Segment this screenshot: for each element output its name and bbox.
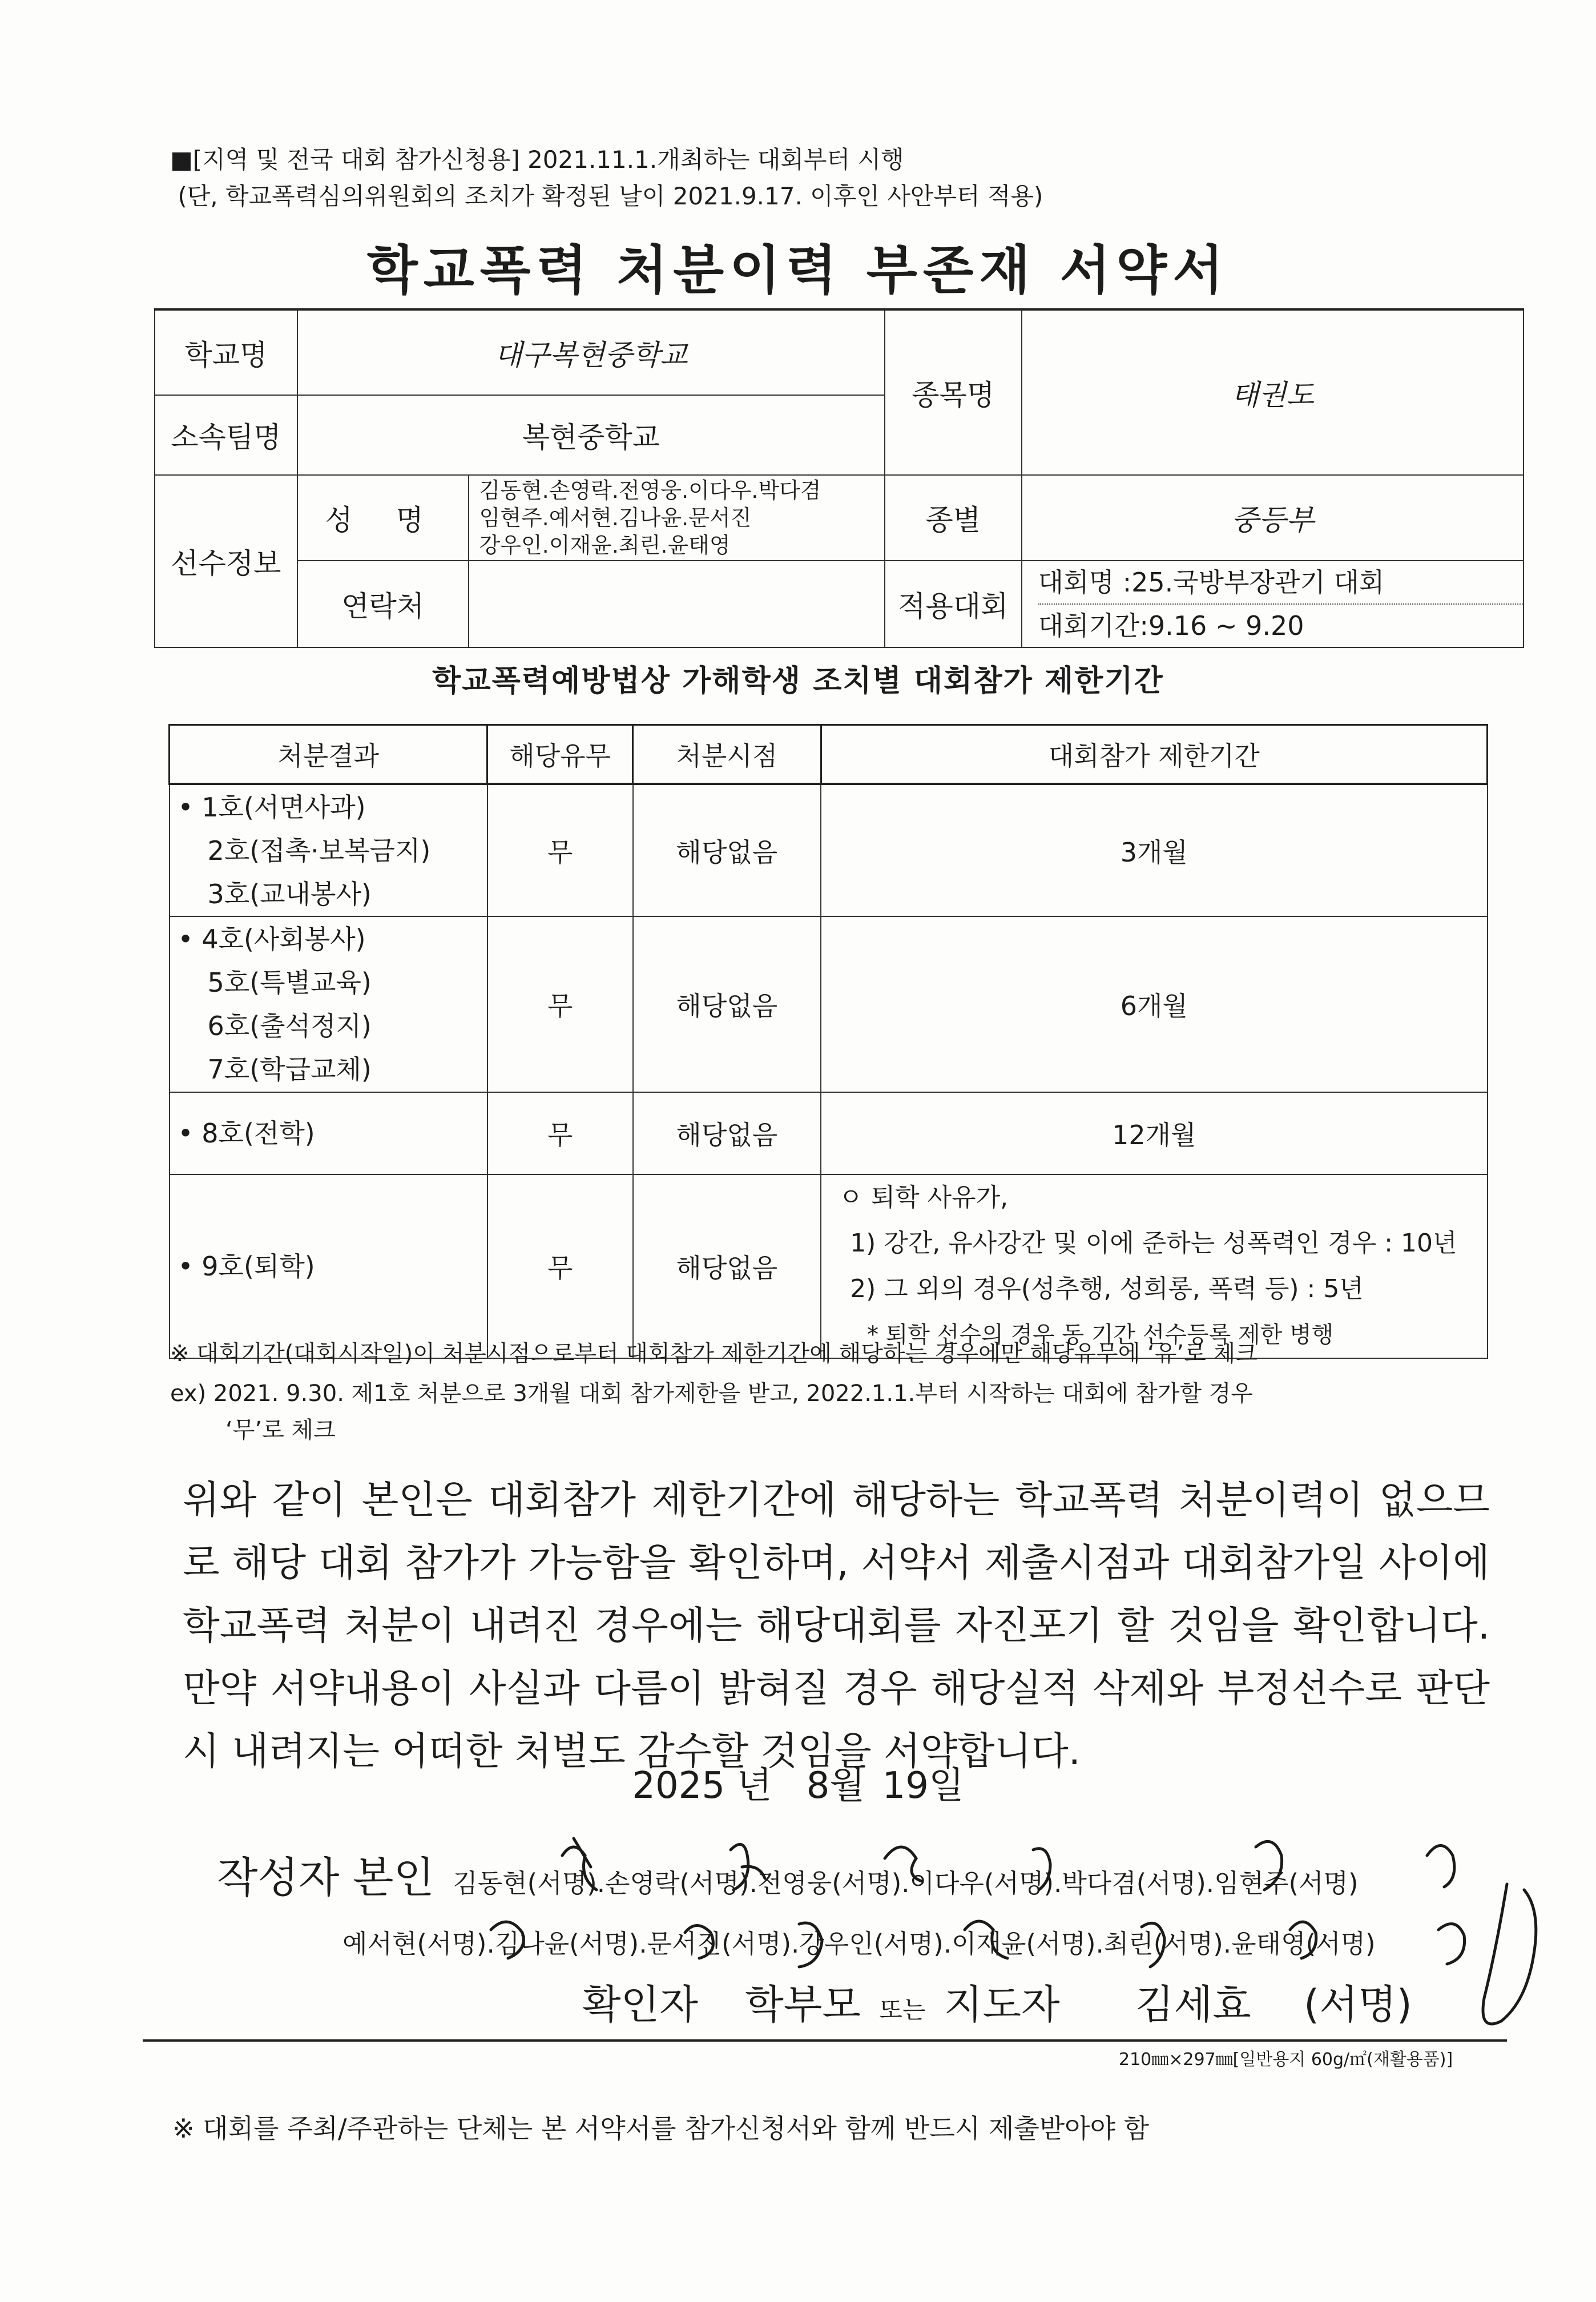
measure-item: 5호(특별교육)	[207, 967, 372, 998]
measure-item: 3호(교내봉사)	[207, 878, 372, 909]
author-names-2: 예서현(서명).김나윤(서명).문서진(서명).강우인(서명).이재윤(서명).최린(서명).윤태영(서명)	[342, 1929, 1376, 1959]
limit-cell: 12개월	[821, 1092, 1487, 1174]
confirmer-label: 확인자	[582, 1981, 698, 2028]
timing-cell: 해당없음	[633, 784, 821, 916]
names-value	[469, 475, 885, 561]
applicable-cell: 무	[487, 1174, 633, 1358]
signature-mark	[885, 1847, 922, 1881]
signature-mark	[685, 1926, 714, 1959]
applicable-cell: 무	[487, 916, 633, 1092]
signature-divider	[143, 2039, 1507, 2042]
table-row	[170, 1174, 1488, 1358]
header-timing: 처분시점	[633, 725, 821, 784]
sport-label: 종목명	[885, 309, 1022, 475]
limit-detail-line: 1) 강간, 유사강간 및 이에 준하는 성폭력인 경우 : 10년	[850, 1229, 1457, 1258]
measure-cell	[170, 1092, 487, 1174]
signature-mark	[799, 1923, 822, 1967]
limit-detail-cell	[821, 1174, 1487, 1358]
parent-label: 학부모	[745, 1981, 861, 2028]
or-label: 또는	[879, 1996, 926, 2024]
measure-cell	[170, 1174, 487, 1358]
competition-period: 대회기간:9.16 ~ 9.20	[1038, 603, 1523, 647]
limit-cell: 6개월	[821, 916, 1487, 1092]
competition-value	[1022, 561, 1524, 647]
timing-cell: 해당없음	[633, 1174, 821, 1358]
name-label: 성 명	[297, 475, 469, 561]
names-line-1: 김동현.손영락.전영웅.이다우.박다겸	[479, 478, 821, 503]
date-year: 2025	[632, 1765, 726, 1807]
athlete-label: 선수정보	[155, 475, 297, 647]
signature-mark	[965, 1921, 1007, 1958]
author-names-1: 김동현(서명).손영락(서명).전영웅(서명).이다우(서명).박다겸(서명).임현주(서명)	[453, 1868, 1359, 1898]
measure-cell	[170, 784, 487, 916]
measure-item: • 9호(퇴학)	[178, 1251, 315, 1282]
timing-cell: 해당없음	[633, 916, 821, 1092]
table-row	[170, 784, 1488, 916]
section-title: 학교폭력예방법상 가해학생 조치별 대회참가 제한기간	[432, 664, 1164, 698]
signature-mark	[731, 1844, 765, 1890]
school-label: 학교명	[155, 309, 297, 395]
date-year-unit: 년	[736, 1765, 772, 1807]
limit-detail-line: * 퇴학 선수의 경우 동 기간 선수등록 제한 병행	[867, 1322, 1334, 1348]
signature-mark	[1033, 1849, 1050, 1890]
competition-label: 적용대회	[885, 561, 1022, 647]
table-row	[170, 916, 1488, 1092]
school-value: 대구복현중학교	[297, 309, 885, 395]
measure-item: • 1호(서면사과)	[178, 791, 366, 823]
header-measure: 처분결과	[170, 725, 487, 784]
signature-mark	[1290, 1922, 1316, 1958]
names-line-3: 강우인.이재윤.최린.윤태영	[479, 533, 731, 558]
team-label: 소속팀명	[155, 395, 297, 475]
names-line-2: 임현주.예서현.김나윤.문서진	[479, 505, 752, 530]
measure-item: • 8호(전학)	[178, 1118, 315, 1149]
applicable-cell: 무	[487, 784, 633, 916]
pledge-text: 위와 같이 본인은 대회참가 제한기간에 해당하는 학교폭력 처분이력이 없으므로 해당 대회 참가가 가능함을 확인하며, 서약서 제출시점과 대회참가일 사이에 학교폭력 처분이 내려진 경우에는 해당대회를 자진포기 할 것임을 확인합니다. 만약 서약내용이 사실과 다름이 밝혀질 경우 해당실적 삭제와 부정선수로 판단 시 내려지는 어떠한 처벌도 감수할 것임을 서약합니다.	[183, 1478, 1490, 1773]
document-title: 학교폭력 처분이력 부존재 서약서	[366, 240, 1230, 301]
measure-item: 6호(출석정지)	[207, 1011, 372, 1041]
header-limit: 대회참가 제한기간	[821, 725, 1487, 784]
applicable-cell: 무	[487, 1092, 633, 1174]
header-applicable: 해당유무	[487, 725, 633, 784]
contact-value	[469, 561, 885, 647]
limit-detail-line: 2) 그 외의 경우(성추행, 성희롱, 폭력 등) : 5년	[850, 1274, 1364, 1303]
contact-label: 연락처	[297, 561, 469, 647]
footnote: ※ 대회기간(대회시작일)이 처분시점으로부터 대회참가 제한기간에 해당하는 경우에만 해당유무에 ‘유’로 체크	[170, 1341, 1258, 1367]
footnote-example-2: ‘무’로 체크	[225, 1417, 336, 1443]
bottom-note: ※ 대회를 주최/주관하는 단체는 본 서약서를 참가신청서와 함께 반드시 제출받아야 함	[172, 2113, 1150, 2144]
coach-signature-mark	[1483, 1884, 1536, 2024]
paper-spec: 210㎜×297㎜[일반용지 60g/㎡(재활용품)]	[1119, 2050, 1453, 2070]
author-label: 작성자 본인	[217, 1853, 434, 1902]
limit-detail-line: ㅇ 퇴학 사유가,	[839, 1183, 1009, 1212]
measure-item: 2호(접촉·보복금지)	[207, 835, 431, 866]
measure-cell	[170, 916, 487, 1092]
date	[0, 1756, 1596, 1809]
coach-label: 지도자	[944, 1981, 1060, 2028]
limit-cell: 3개월	[821, 784, 1487, 916]
sport-value: 태권도	[1022, 309, 1524, 475]
team-value: 복현중학교	[297, 395, 885, 475]
rules-table	[168, 724, 1488, 1359]
signature-mark	[1438, 1924, 1465, 1964]
date-day: 19일	[882, 1765, 964, 1807]
handwritten-signatures	[0, 1816, 1596, 2055]
table-row	[170, 1092, 1488, 1174]
signature-mark	[1142, 1923, 1164, 1967]
measure-item: 7호(학급교체)	[207, 1054, 372, 1085]
coach-name: 김세효	[1135, 1981, 1251, 2028]
footnote-example: ex) 2021. 9.30. 제1호 처분으로 3개월 대회 참가제한을 받고, 2022.1.1.부터 시작하는 대회에 참가할 경우	[170, 1381, 1254, 1407]
competition-name: 대회명 :25.국방부장관기 대회	[1038, 567, 1385, 598]
notice	[170, 142, 1043, 215]
date-month: 8월	[806, 1765, 865, 1807]
notice-line-1: ■[지역 및 전국 대회 참가신청용] 2021.11.1.개최하는 대회부터 시행	[170, 146, 904, 174]
division-value: 중등부	[1022, 475, 1524, 561]
signature-mark	[562, 1838, 597, 1890]
division-label: 종별	[885, 475, 1022, 561]
signature-mark	[1427, 1846, 1454, 1888]
measure-item: • 4호(사회봉사)	[178, 924, 366, 955]
coach-sign-label: (서명)	[1303, 1981, 1412, 2028]
info-table	[154, 308, 1524, 648]
notice-line-2: (단, 학교폭력심의위원회의 조치가 확정된 날이 2021.9.17. 이후인 사안부터 적용)	[170, 182, 1043, 210]
signature-mark	[1256, 1841, 1282, 1890]
timing-cell: 해당없음	[633, 1092, 821, 1174]
signature-mark	[491, 1922, 523, 1958]
